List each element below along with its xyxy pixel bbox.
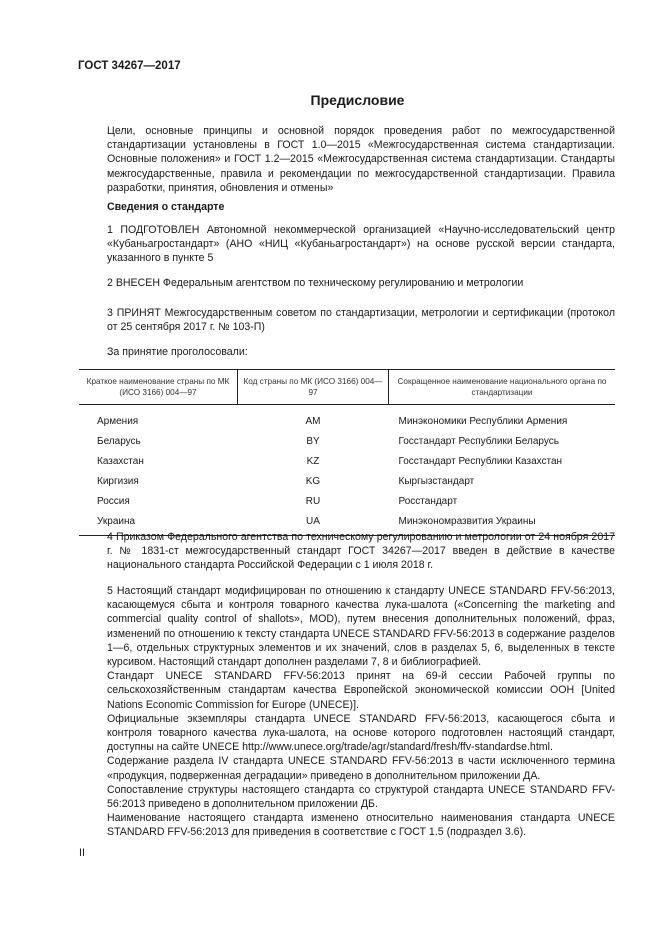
- voting-table: [79, 369, 615, 536]
- country-cell: Киргизия: [97, 475, 139, 487]
- item-1-text: 1 ПОДГОТОВЛЕН Автономной некоммерческой организацией «Научно-исследовательский центр «Кубаньагростандарт» (АНО «НИЦ «Кубаньагростандарт») на основе русской версии стандарта, указанного в пункте 5: [107, 224, 615, 265]
- country-cell: Беларусь: [97, 435, 141, 447]
- header-body: Сокращенное наименование национального органа по стандартизации: [389, 370, 616, 405]
- header-country: Краткое наименование страны по МК (ИСО 3166) 004—97: [79, 370, 238, 405]
- body-cell: Росстандарт: [398, 495, 458, 507]
- page-number: II: [79, 847, 85, 859]
- table-row: [79, 405, 615, 432]
- country-cell: Россия: [97, 495, 130, 507]
- item-5-para-3: Официальные экземпляры стандарта UNECE STANDARD FFV-56:2013, касающегося сбыта и контроля товарного качества лука-шалота, на основе которого подготовлен настоящий стандарт, доступны на сайте UNECE http://www.unece.org/trade/agr/standard/fresh/ffv-standardse.html.: [107, 712, 615, 754]
- item-2-text: 2 ВНЕСЕН Федеральным агентством по техническому регулированию и метрологии: [107, 277, 524, 289]
- code-cell: BY: [306, 435, 320, 447]
- page-title: [0, 92, 661, 108]
- code-cell: RU: [305, 495, 321, 507]
- country-cell: Казахстан: [97, 455, 144, 467]
- item-3: [79, 306, 615, 334]
- country-cell: Украина: [79, 511, 238, 536]
- code-cell: UA: [238, 511, 389, 536]
- item-5-para-4: Содержание раздела IV стандарта UNECE STANDARD FFV-56:2013 в части исключенного термина «продукция, подверженная деградации» приведено в дополнительном приложении ДА.: [107, 755, 615, 782]
- item-4: [79, 530, 615, 573]
- code-cell: KZ: [306, 455, 320, 467]
- voted-text: За принятие проголосовали:: [107, 346, 248, 358]
- item-1: [79, 223, 615, 266]
- section-title: Сведения о стандарте: [107, 201, 225, 213]
- standard-code: ГОСТ 34267—2017: [78, 60, 181, 72]
- table-row: [79, 451, 615, 471]
- header-code: Код страны по МК (ИСО 3166) 004—97: [238, 370, 389, 405]
- item-3-text: 3 ПРИНЯТ Межгосударственным советом по стандартизации, метрологии и сертификации (протокол от 25 сентября 2017 г. № 103-П): [107, 307, 615, 334]
- page-title-text: Предисловие: [310, 92, 405, 108]
- item-4-text: 4 Приказом Федерального агентства по техническому регулированию и метрологии от 24 ноября 2017 г. № 1831-ст межгосударственный стандарт ГОСТ 34267—2017 введен в действие в качестве национального стандарта Российской Федерации с 1 июля 2018 г.: [107, 531, 615, 572]
- table-header-row: [79, 370, 615, 405]
- body-cell: Госстандарт Республики Беларусь: [398, 435, 559, 447]
- voted-label: [79, 345, 615, 359]
- item-5-para-2: Стандарт UNECE STANDARD FFV-56:2013 принят на 69-й сессии Рабочей группы по сельскохозяйственным стандартам качества Европейской экономической комиссии ООН [United Nations Economic Commission for Europe (UNECE)].: [107, 670, 615, 711]
- body-cell: Кыргызстандарт: [398, 475, 475, 487]
- country-cell: Армения: [97, 415, 139, 427]
- code-cell: KG: [305, 475, 321, 487]
- intro-paragraph: [79, 124, 615, 195]
- intro-text: Цели, основные принципы и основной порядок проведения работ по межгосударственной стандартизации установлены в ГОСТ 1.0—2015 «Межгосударственная система стандартизации. Основные положения» и ГОСТ 1.2—2015 «Межгосударственная система стандартизации. Стандарты межгосударственные, правила и рекомендации по межгосударственной стандартизации. Правила разработки, принятия, обновления и отмены»: [107, 125, 615, 194]
- item-5-text: 5 Настоящий стандарт модифицирован по отношению к стандарту UNECE STANDARD FFV-56:2013, касающемуся сбыта и контроля товарного качества лука-шалота («Concerning the marketing and commercial quality control of shallots», MOD), путем внесения дополнительных положений, фраз, изменений по отношению к тексту стандарта UNECE STANDARD FFV-56:2013 в содержание разделов 1—6, отдельных структурных элементов и их значений, слов в разделах 5, 6, выделенных в тексте курсивом. Настоящий стандарт дополнен разделами 7, 8 и библиографией.: [107, 585, 615, 669]
- body-cell: Минэкономразвития Украины: [389, 511, 616, 536]
- item-2: [79, 276, 615, 290]
- table-row: [79, 471, 615, 491]
- table-row: [79, 491, 615, 511]
- item-5-para-6: Наименование настоящего стандарта изменено относительно наименования стандарта UNECE STANDARD FFV-56:2013 для приведения в соответствие с ГОСТ 1.5 (подраздел 3.6).: [107, 812, 615, 839]
- body-cell: Госстандарт Республики Казахстан: [398, 455, 563, 467]
- code-cell: AM: [305, 415, 321, 427]
- item-5: [79, 584, 615, 840]
- table-row: [79, 431, 615, 451]
- body-cell: Минэкономики Республики Армения: [398, 415, 568, 427]
- item-5-para-5: Сопоставление структуры настоящего стандарта со структурой стандарта UNECE STANDARD FFV-56:2013 приведено в дополнительном приложении ДБ.: [107, 783, 615, 811]
